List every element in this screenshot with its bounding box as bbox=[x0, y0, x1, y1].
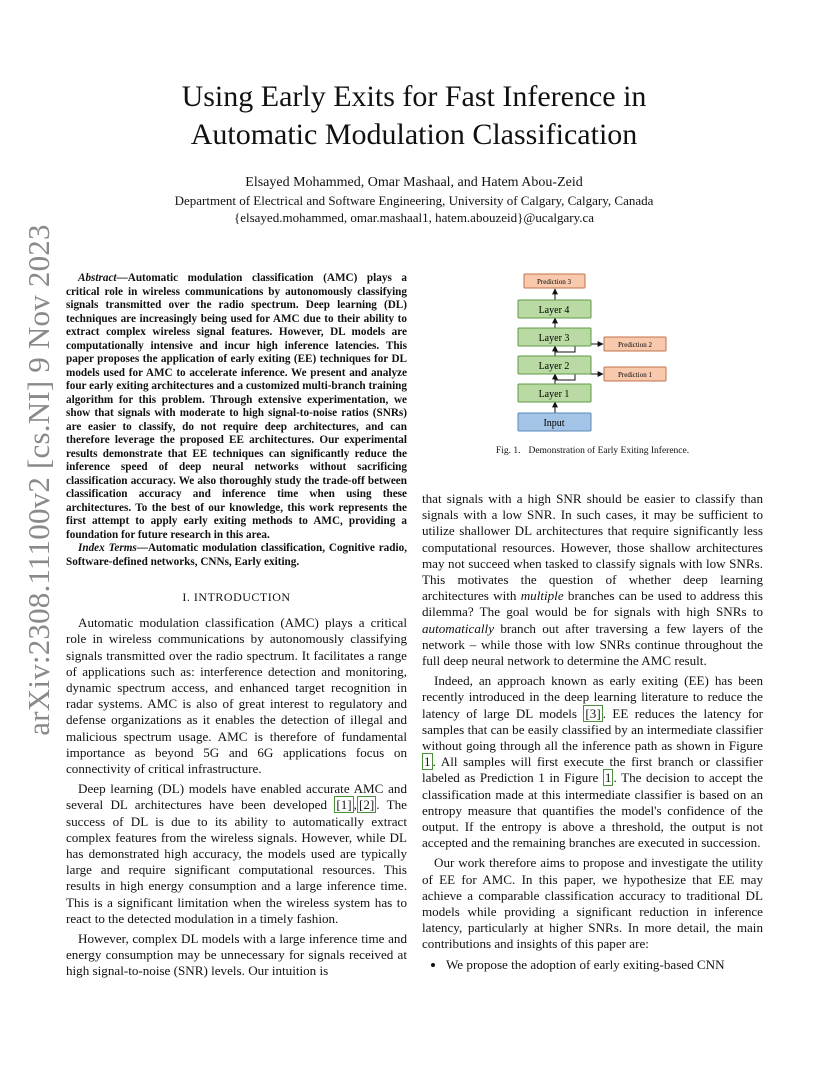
prediction2-label: Prediction 2 bbox=[617, 341, 653, 349]
text-run: . All samples will first execute the first branch or classifier labeled as Prediction 1 in Figure bbox=[422, 754, 763, 786]
intro-paragraph-1: Automatic modulation classification (AMC) plays a critical role in wireless communications by autonomously classifying signals transmitted over the radio spectrum. It facilitates a range of applications such as: interference detection and monitoring, dynamic spectrum access, and enhanced target recognition in radar systems. AMC is also of great interest to regulatory and defense organizations as it enables the detection of illegal and malicious spectrum usage. AMC is therefore of fundamental importance as beyond 5G and 6G applications focus on connectivity of critical infrastructure. bbox=[66, 615, 407, 777]
arxiv-identifier-text: arXiv:2308.11100v2 [cs.NI] 9 Nov 2023 bbox=[21, 224, 56, 736]
text-run: branch out after traversing a few layers of the network – while those with low SNRs continue throughout the full deep neural network to determine the AMC result. bbox=[422, 620, 763, 669]
paper-title-line1: Using Early Exits for Fast Inference in bbox=[181, 80, 647, 113]
arrow-branch-to-prediction1 bbox=[555, 374, 603, 380]
intro-paragraph-2 bbox=[66, 781, 407, 927]
arxiv-identifier bbox=[16, 224, 62, 736]
text-run: Deep learning (DL) models have enabled accurate AMC and several DL architectures have been developed bbox=[66, 781, 407, 813]
paper-title bbox=[0, 78, 828, 154]
layer4-label: Layer 4 bbox=[538, 305, 570, 316]
figure-caption-label: Fig. 1. bbox=[495, 446, 521, 456]
text-run: , bbox=[353, 797, 357, 813]
index-terms bbox=[66, 542, 407, 569]
emphasis-multiple: multiple bbox=[520, 588, 564, 604]
right-paragraph-2 bbox=[422, 673, 763, 851]
text-run: . The decision to accept the classification made at this intermediate classifier is based on an entropy measure that quantifies the model's confidence of the output. If the entropy is above a threshold, the output is not accepted and the remaining branches are executed in succession. bbox=[422, 770, 763, 851]
paper-title-line2: Automatic Modulation Classification bbox=[190, 118, 638, 151]
figure-caption-text: Demonstration of Early Exiting Inference. bbox=[528, 446, 690, 456]
citation-link-2[interactable]: [2] bbox=[358, 797, 375, 813]
figure-link-1a[interactable]: 1 bbox=[424, 754, 431, 770]
citation-link-1[interactable]: [1] bbox=[336, 797, 352, 813]
text-run: that signals with a high SNR should be easier to classify than signals with a low SNR. In such cases, it may be sufficient to utilize shallower DL architectures that require significantly less computational resources. However, those shallow architectures may not succeed when tasked to classify signals with low SNRs. This motivates the question of whether deep learning architectures with bbox=[422, 491, 763, 604]
text-run: Indeed, an approach known as early exiting (EE) has been recently introduced in the deep learning literature to reduce the latency of large DL models bbox=[422, 673, 763, 721]
figure-caption bbox=[422, 446, 763, 456]
abstract bbox=[66, 272, 407, 542]
text-run: . EE reduces the latency for samples that can be easily classified by an intermediate classifier without going through all the inference path as shown in Figure bbox=[422, 705, 763, 754]
abstract-label: Abstract bbox=[78, 272, 117, 284]
layer3-label: Layer 3 bbox=[538, 333, 570, 344]
figure-early-exit-diagram bbox=[498, 270, 698, 435]
citation-link-3[interactable]: [3] bbox=[585, 705, 601, 721]
emphasis-automatically: automatically bbox=[422, 620, 495, 636]
text-run: . The success of DL is due to its ability to automatically extract complex features from the wireless signals. However, while DL has demonstrated high accuracy, the models used are typically large and require significant computational resources. This results in high energy consumption and a large inference time. This is a significant limitation when the wireless system has to react to the detected modulation in a timely fashion. bbox=[66, 797, 407, 926]
intro-paragraph-3: However, complex DL models with a large inference time and energy consumption may be unnecessary for signals received at high signal-to-noise (SNR) levels. Our intuition is bbox=[66, 931, 407, 979]
abstract-text: —Automatic modulation classification (AMC) plays a critical role in wireless communications by autonomously classifying signals transmitted over the radio spectrum. Deep learning (DL) techniques are increasingly being used for AMC due to their ability to extract complex wireless signal features. However, DL models are computationally intensive and incur high inference latencies. This paper proposes the application of early exiting (EE) techniques for DL models used for AMC to accelerate inference. We present and analyze four early exiting architectures and a customized multi-branch training algorithm for this problem. Through extensive experimentation, we show that signals with moderate to high signal-to-noise ratios (SNRs) are easier to classify, do not require deep architectures, and can therefore leverage the proposed EE architectures. Our experimental results demonstrate that EE techniques can significantly reduce the inference speed of deep neural networks without sacrificing classification accuracy. We also thoroughly study the trade-off between classification accuracy and inference time when using these architectures. To the best of our knowledge, this work represents the first attempt to apply early exiting methods to AMC, providing a foundation for future research in this area. bbox=[66, 272, 407, 541]
layer1-label: Layer 1 bbox=[538, 389, 570, 400]
index-terms-text: —Automatic modulation classification, Cognitive radio, Software-defined networks, CNNs, Early exiting. bbox=[66, 542, 407, 568]
right-paragraph-1 bbox=[422, 491, 763, 669]
text-run: branches can be used to address this dilemma? The goal would be for signals with high SNRs to bbox=[422, 588, 763, 620]
section-heading-introduction: I. INTRODUCTION bbox=[182, 590, 291, 604]
prediction1-label: Prediction 1 bbox=[617, 371, 653, 379]
contributions-list bbox=[422, 957, 763, 973]
prediction3-label: Prediction 3 bbox=[536, 278, 572, 286]
right-column bbox=[422, 491, 763, 973]
contribution-item-1: • We propose the adoption of early exiting-based CNN bbox=[446, 957, 763, 973]
layer2-label: Layer 2 bbox=[538, 361, 570, 372]
figure-link-1b[interactable]: 1 bbox=[604, 770, 612, 786]
input-label: Input bbox=[543, 418, 565, 429]
right-paragraph-3: Our work therefore aims to propose and investigate the utility of EE for AMC. In this paper, we hypothesize that EE may achieve a comparable classification accuracy to traditional DL models while providing a significant reduction in inference latency, particularly at higher SNRs. In more detail, the main contributions and insights of this paper are: bbox=[422, 855, 763, 952]
affiliation: Department of Electrical and Software Engineering, University of Calgary, Calgary, Canada bbox=[174, 193, 654, 208]
authors: Elsayed Mohammed, Omar Mashaal, and Hatem Abou-Zeid bbox=[245, 175, 583, 190]
early-exit-diagram-svg bbox=[498, 270, 698, 435]
author-emails: {elsayed.mohammed, omar.mashaal1, hatem.abouzeid}@ucalgary.ca bbox=[233, 210, 595, 225]
index-terms-label: Index Terms bbox=[78, 542, 137, 554]
left-column bbox=[66, 272, 407, 984]
